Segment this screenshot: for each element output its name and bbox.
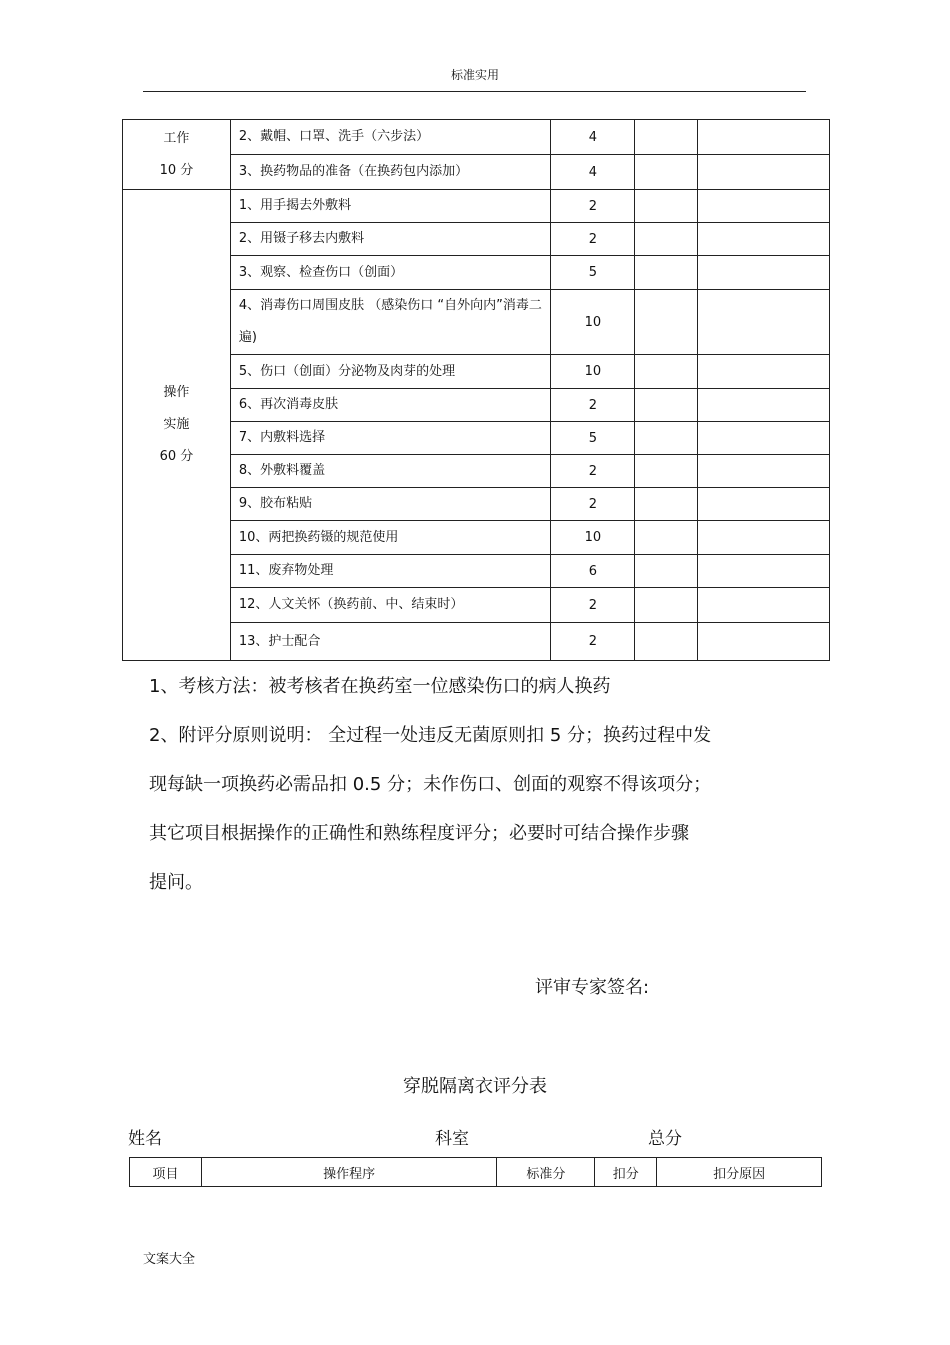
note-principle: 2、附评分原则说明： 全过程一处违反无菌原则扣 5 分；换药过程中发 <box>149 725 712 746</box>
step-cell: 11、废弃物处理 <box>230 555 551 588</box>
step-cell: 7、内敷料选择 <box>230 422 551 455</box>
step-cell: 3、换药物品的准备（在换药包内添加） <box>230 155 551 190</box>
standard-score-cell: 2 <box>551 588 635 623</box>
deduction-cell <box>635 588 698 623</box>
deduction-reason-cell <box>698 422 830 455</box>
deduction-reason-cell <box>698 521 830 555</box>
deduction-reason-cell <box>698 488 830 521</box>
score-table <box>122 119 830 661</box>
name-label: 姓名 <box>128 1129 162 1149</box>
step-cell: 8、外敷料覆盖 <box>230 455 551 488</box>
step-cell: 5、伤口（创面）分泌物及肉芽的处理 <box>230 355 551 389</box>
scoring-notes <box>149 662 839 907</box>
standard-score-cell: 4 <box>551 120 635 155</box>
deduction-reason-cell <box>698 290 830 355</box>
page-header: 标准实用 <box>450 68 499 82</box>
deduction-cell <box>635 623 698 661</box>
standard-score-cell: 2 <box>551 488 635 521</box>
standard-score-cell: 10 <box>551 290 635 355</box>
standard-score-cell: 10 <box>551 355 635 389</box>
header-item: 项目 <box>130 1158 202 1187</box>
total-score-label: 总分 <box>648 1129 682 1149</box>
standard-score-cell: 5 <box>551 256 635 290</box>
deduction-reason-cell <box>698 623 830 661</box>
category-line: 10 分 <box>159 162 194 178</box>
category-cell <box>123 120 231 190</box>
header-deduction: 扣分 <box>595 1158 657 1187</box>
header-rule <box>143 91 806 92</box>
score-row <box>123 190 830 223</box>
deduction-reason-cell <box>698 155 830 190</box>
deduction-reason-cell <box>698 120 830 155</box>
step-cell: 2、用镊子移去内敷料 <box>230 223 551 256</box>
step-cell: 2、戴帽、口罩、洗手（六步法） <box>230 120 551 155</box>
deduction-reason-cell <box>698 355 830 389</box>
deduction-cell <box>635 155 698 190</box>
standard-score-cell: 2 <box>551 389 635 422</box>
standard-score-cell: 2 <box>551 190 635 223</box>
standard-score-cell: 2 <box>551 223 635 256</box>
deduction-reason-cell <box>698 588 830 623</box>
deduction-reason-cell <box>698 256 830 290</box>
deduction-cell <box>635 422 698 455</box>
deduction-cell <box>635 555 698 588</box>
deduction-cell <box>635 290 698 355</box>
step-cell: 9、胶布粘贴 <box>230 488 551 521</box>
category-line: 实施 <box>163 417 190 432</box>
deduction-cell <box>635 455 698 488</box>
category-line: 60 分 <box>159 449 194 464</box>
expert-signature-label: 评审专家签名: <box>535 977 650 998</box>
deduction-cell <box>635 190 698 223</box>
standard-score-cell: 5 <box>551 422 635 455</box>
deduction-cell <box>635 120 698 155</box>
note-principle-cont-1: 现每缺一项换药必需品扣 0.5 分；未作伤口、创面的观察不得该项分； <box>149 774 712 795</box>
note-method: 1、考核方法：被考核者在换药室一位感染伤口的病人换药 <box>149 676 611 697</box>
department-label: 科室 <box>435 1129 469 1149</box>
header-deduction-reason: 扣分原因 <box>657 1158 822 1187</box>
deduction-reason-cell <box>698 555 830 588</box>
deduction-cell <box>635 223 698 256</box>
deduction-cell <box>635 488 698 521</box>
note-principle-cont-3: 提问。 <box>149 872 203 893</box>
standard-score-cell: 6 <box>551 555 635 588</box>
score-row <box>123 120 830 155</box>
category-line: 工作 <box>163 130 190 146</box>
step-cell: 1、用手揭去外敷料 <box>230 190 551 223</box>
step-cell: 13、护士配合 <box>230 623 551 661</box>
step-cell: 12、人文关怀（换药前、中、结束时） <box>230 588 551 623</box>
deduction-reason-cell <box>698 223 830 256</box>
deduction-reason-cell <box>698 389 830 422</box>
deduction-reason-cell <box>698 455 830 488</box>
gown-score-table <box>129 1157 822 1187</box>
standard-score-cell: 10 <box>551 521 635 555</box>
deduction-cell <box>635 256 698 290</box>
deduction-cell <box>635 389 698 422</box>
category-cell <box>123 190 231 661</box>
gown-form-title: 穿脱隔离衣评分表 <box>403 1076 547 1097</box>
deduction-reason-cell <box>698 190 830 223</box>
step-cell: 6、再次消毒皮肤 <box>230 389 551 422</box>
standard-score-cell: 4 <box>551 155 635 190</box>
step-cell: 10、两把换药镊的规范使用 <box>230 521 551 555</box>
deduction-cell <box>635 355 698 389</box>
header-standard-score: 标准分 <box>497 1158 595 1187</box>
note-principle-cont-2: 其它项目根据操作的正确性和熟练程度评分；必要时可结合操作步骤 <box>149 823 689 844</box>
gown-table-header-row <box>130 1158 822 1187</box>
standard-score-cell: 2 <box>551 623 635 661</box>
header-procedure: 操作程序 <box>201 1158 497 1187</box>
deduction-cell <box>635 521 698 555</box>
page-footer: 文案大全 <box>143 1252 196 1267</box>
standard-score-cell: 2 <box>551 455 635 488</box>
step-cell: 3、观察、检查伤口（创面） <box>230 256 551 290</box>
step-cell: 4、消毒伤口周围皮肤 （感染伤口 “自外向内”消毒二遍) <box>230 290 551 355</box>
category-line: 操作 <box>163 385 190 400</box>
